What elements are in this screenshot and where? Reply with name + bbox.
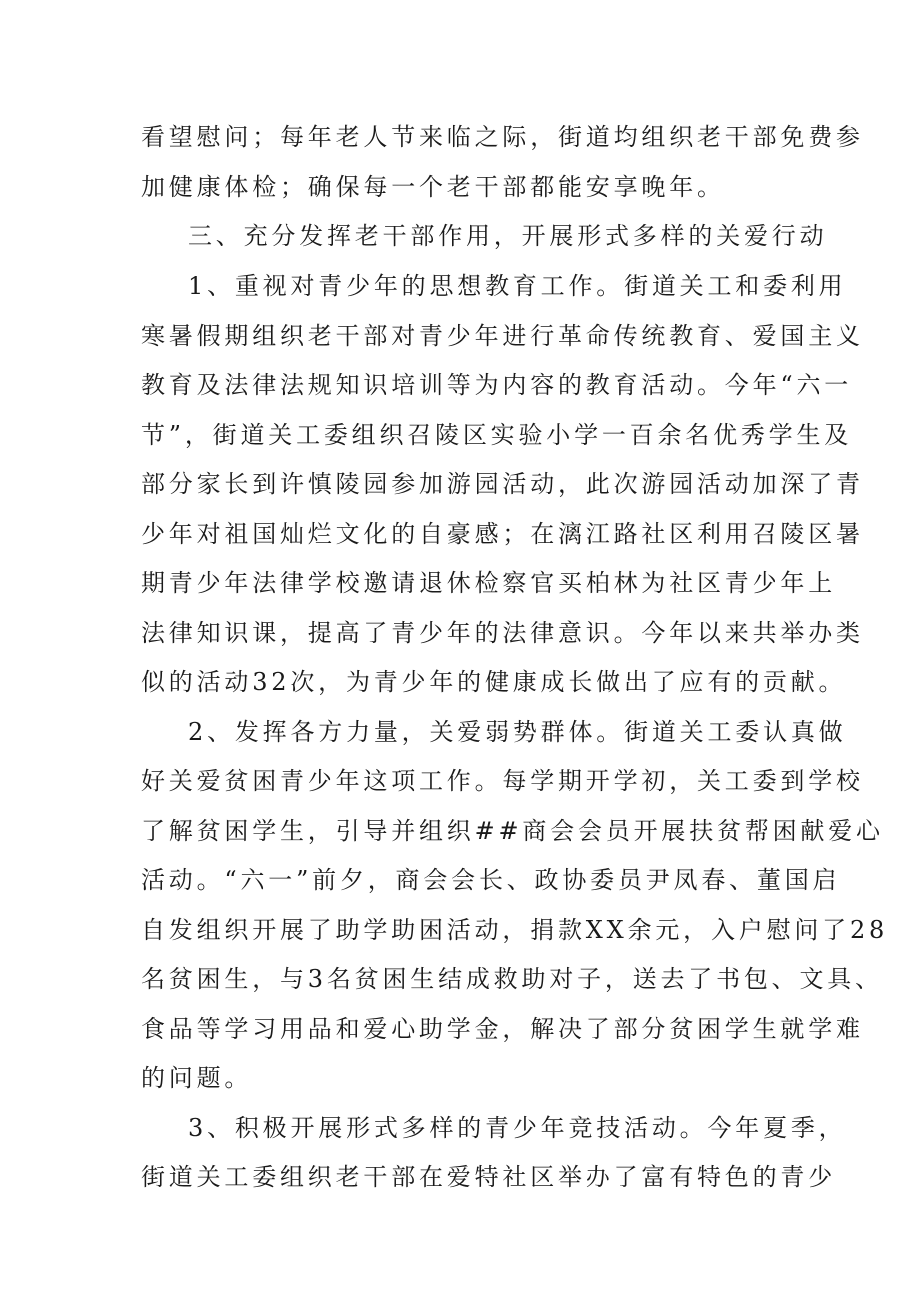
text-line bbox=[0, 1052, 920, 1105]
text-line-content: 似的活动32次，为青少年的健康成长做出了应有的贡献。 bbox=[141, 668, 847, 696]
text-line-content: 自发组织开展了助学助困活动，捐款XX余元，入户慰问了28 bbox=[141, 916, 889, 944]
text-line bbox=[0, 409, 920, 462]
text-line-content: 期青少年法律学校邀请退休检察官买柏林为社区青少年上 bbox=[141, 569, 836, 597]
text-line bbox=[0, 706, 920, 759]
text-line-content: 活动。“六一”前夕，商会会长、政协委员尹凤春、董国启 bbox=[141, 866, 841, 894]
text-line bbox=[0, 1003, 920, 1056]
text-line bbox=[0, 557, 920, 610]
section-heading-text: 三、充分发挥老干部作用，开展形式多样的关爱行动 bbox=[188, 222, 828, 250]
text-line bbox=[0, 607, 920, 660]
text-line-content: 街道关工委组织老干部在爱特社区举办了富有特色的青少 bbox=[141, 1163, 836, 1191]
text-line-content: 2、发挥各方力量，关爱弱势群体。街道关工委认真做 bbox=[188, 718, 847, 746]
text-line bbox=[0, 953, 920, 1006]
text-line bbox=[0, 111, 920, 164]
section-heading bbox=[0, 210, 920, 263]
text-line bbox=[0, 656, 920, 709]
text-line-content: 部分家长到许慎陵园参加游园活动，此次游园活动加深了青 bbox=[141, 470, 864, 498]
text-line-content: 法律知识课，提高了青少年的法律意识。今年以来共举办类 bbox=[141, 619, 864, 647]
text-line-content: 教育及法律法规知识培训等为内容的教育活动。今年“六一 bbox=[141, 371, 853, 399]
text-line bbox=[0, 805, 920, 858]
text-line-content: 好关爱贫困青少年这项工作。每学期开学初，关工委到学校 bbox=[141, 767, 864, 795]
text-line-content: 看望慰问；每年老人节来临之际，街道均组织老干部免费参 bbox=[141, 123, 864, 151]
text-line-content: 食品等学习用品和爱心助学金，解决了部分贫困学生就学难 bbox=[141, 1015, 864, 1043]
text-line-content: 3、积极开展形式多样的青少年竞技活动。今年夏季， bbox=[188, 1114, 847, 1142]
text-line-content: 名贫困生，与3名贫困生结成救助对子，送去了书包、文具、 bbox=[141, 965, 883, 993]
text-line-content: 节”，街道关工委组织召陵区实验小学一百余名优秀学生及 bbox=[141, 421, 853, 449]
text-line bbox=[0, 161, 920, 214]
text-line bbox=[0, 1151, 920, 1204]
text-line bbox=[0, 260, 920, 313]
text-line-content: 了解贫困学生，引导并组织##商会会员开展扶贫帮困献爱心 bbox=[141, 817, 884, 845]
text-line bbox=[0, 755, 920, 808]
text-line-content: 寒暑假期组织老干部对青少年进行革命传统教育、爱国主义 bbox=[141, 322, 864, 350]
text-line bbox=[0, 310, 920, 363]
text-line-content: 的问题。 bbox=[141, 1064, 253, 1092]
text-line bbox=[0, 1102, 920, 1155]
text-line-content: 少年对祖国灿烂文化的自豪感；在漓江路社区利用召陵区暑 bbox=[141, 520, 864, 548]
text-line bbox=[0, 904, 920, 957]
text-line-content: 加健康体检；确保每一个老干部都能安享晚年。 bbox=[141, 173, 725, 201]
text-line bbox=[0, 508, 920, 561]
text-line-content: 1、重视对青少年的思想教育工作。街道关工和委利用 bbox=[188, 272, 847, 300]
text-line bbox=[0, 359, 920, 412]
text-line bbox=[0, 458, 920, 511]
text-line bbox=[0, 854, 920, 907]
